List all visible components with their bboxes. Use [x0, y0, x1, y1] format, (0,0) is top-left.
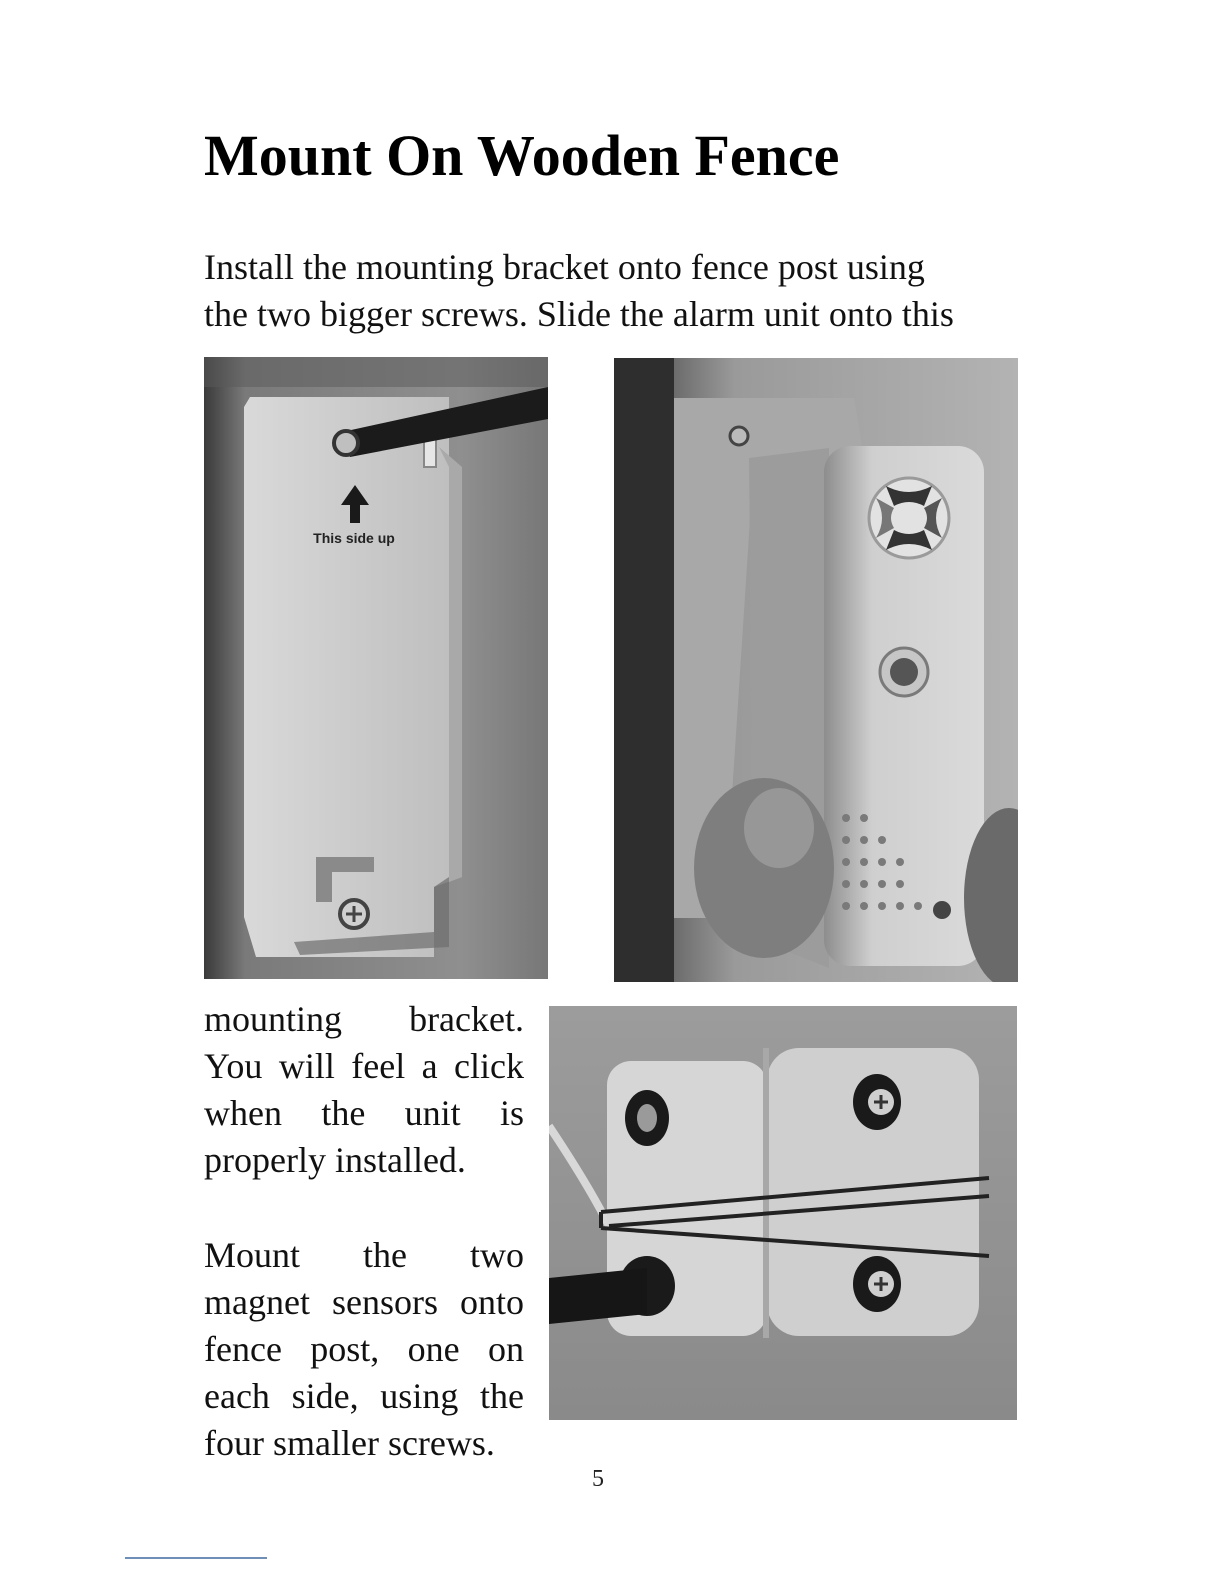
paragraph-click-text: mounting bracket. You will feel a click when the unit is properly installed.	[204, 999, 524, 1180]
paragraph-magnet-sensors-text: Mount the two magnet sensors onto fence post, one on each side, using the four smaller screws.	[204, 1235, 524, 1463]
page-number: 5	[592, 1466, 604, 1492]
intro-paragraph	[204, 244, 1020, 338]
photo-alarm-unit	[614, 358, 1018, 982]
photo-magnet-sensors	[549, 1006, 1017, 1420]
intro-line-1: Install the mounting bracket onto fence post using	[204, 247, 925, 287]
paragraph-magnet-sensors	[204, 1232, 524, 1467]
page-title: Mount On Wooden Fence	[204, 123, 840, 188]
paragraph-click	[204, 996, 524, 1184]
this-side-up-label: This side up	[313, 530, 395, 546]
footer-divider	[125, 1557, 267, 1559]
intro-line-2: the two bigger screws. Slide the alarm unit onto this	[204, 294, 954, 334]
photo-mounting-bracket	[204, 357, 548, 979]
